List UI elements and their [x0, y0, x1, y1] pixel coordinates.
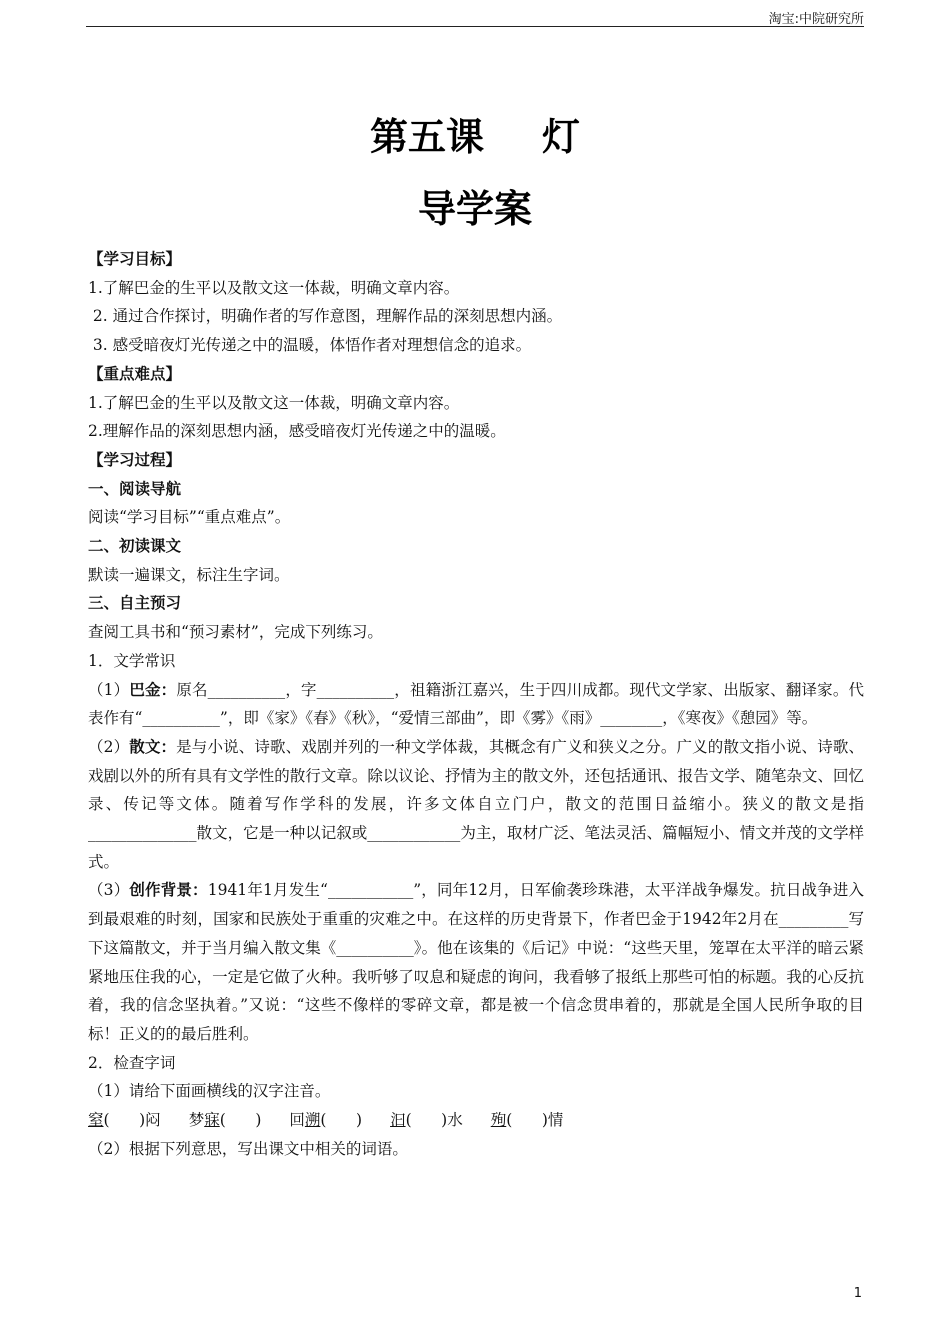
pinyin-item: 汩( )水	[390, 1111, 463, 1130]
key-point-item: 1.了解巴金的生平以及散文这一体裁，明确文章内容。	[88, 393, 460, 412]
section-3-text: 查阅工具书和“预习素材”，完成下列练习。	[88, 623, 383, 642]
paragraph-number: （2）	[88, 737, 130, 756]
lesson-title	[0, 106, 950, 161]
paragraph-prose	[88, 733, 864, 877]
goal-item: 2. 通过合作探讨，明确作者的写作意图，理解作品的深刻思想内涵。	[88, 307, 563, 326]
process-heading: 【学习过程】	[88, 450, 182, 469]
document-subtitle: 导学案	[417, 187, 532, 231]
lesson-topic: 灯	[542, 115, 581, 159]
key-point-item: 2.理解作品的深刻思想内涵，感受暗夜灯光传递之中的温暖。	[88, 422, 506, 441]
header-divider	[86, 26, 864, 27]
section-2-heading: 二、初读课文	[88, 537, 182, 556]
paragraph-number: （1）	[88, 680, 130, 699]
goals-heading: 【学习目标】	[88, 250, 182, 268]
goal-item: 3. 感受暗夜灯光传递之中的温暖，体悟作者对理想信念的追求。	[88, 336, 532, 355]
paragraph-text: 是与小说、诗歌、戏剧并列的一种文学体裁，其概念有广义和狭义之分。广义的散文指小说、诗歌、戏剧以外的所有具有文学性的散行文章。除以议论、抒情为主的散文外，还包括通讯、报告文学、随笔杂文、回忆录、传记等文体。随着写作学科的发展，许多文体自立门户，散文的范围日益缩小。狭义的散文是指______________散文，它是一种以记叙或____________为主，取材广泛、笔法灵活、篇幅短小、情文并茂的文学样式。	[88, 737, 864, 871]
paragraph-text: 1941年1月发生“___________”，同年12月，日军偷袭珍珠港，太平洋战争爆发。抗日战争进入到最艰难的时刻，国家和民族处于重重的灾难之中。在这样的历史背景下，作者巴金于1942年2月在_________写下这篇散文，并于当月编入散文集《__________》。他在该集的《后记》中说：“这些天里，笼罩在太平洋的暗云紧紧地压住我的心，一定是它做了火种。我听够了叹息和疑虑的询问，我看够了报纸上那些可怕的标题。我的心反抗着，我的信念坚执着。”又说：“这些不像样的零碎文章，都是被一个信念贯串着的，那就是全国人民所争取的目标！正义的的最后胜利。	[88, 881, 864, 1043]
header-source-label: 淘宝:中院研究所	[768, 12, 864, 27]
key-points-heading: 【重点难点】	[88, 364, 182, 383]
paragraph-number: （3）	[88, 881, 130, 900]
section-3-heading: 三、自主预习	[88, 594, 182, 613]
paragraph-label: 巴金：	[129, 680, 177, 699]
literature-heading: 1．文学常识	[88, 651, 176, 670]
page-number: 1	[853, 1286, 862, 1301]
pinyin-item: 殉( )情	[490, 1111, 564, 1130]
paragraph-label: 创作背景：	[129, 881, 208, 900]
section-1-heading: 一、阅读导航	[88, 479, 182, 498]
check-words-heading: 2．检查字词	[88, 1053, 176, 1072]
paragraph-text: 原名__________，字__________，祖籍浙江嘉兴，生于四川成都。现代文学家、出版家、翻译家。代表作有“__________”，即《家》《春》《秋》，“爱情三部曲”，即《雾》《雨》________，《寒夜》《憩园》等。	[88, 680, 864, 728]
section-1-text: 阅读“学习目标”“重点难点”。	[88, 508, 291, 527]
section-2-text: 默读一遍课文，标注生字词。	[88, 565, 290, 584]
question-1: （1）请给下面画横线的汉字注音。	[88, 1082, 331, 1101]
question-2: （2）根据下列意思，写出课文中相关的词语。	[88, 1139, 408, 1158]
paragraph-bajin	[88, 676, 864, 733]
paragraph-background	[88, 876, 864, 1048]
lesson-number: 第五课	[369, 115, 484, 159]
pinyin-item: 窒( )闷	[88, 1111, 161, 1130]
pinyin-exercise-row	[88, 1106, 864, 1135]
paragraph-label: 散文：	[129, 737, 177, 756]
pinyin-item: 梦寐( )	[188, 1111, 262, 1130]
document-body	[88, 245, 864, 1164]
goal-item: 1.了解巴金的生平以及散文这一体裁，明确文章内容。	[88, 278, 460, 297]
pinyin-item: 回溯( )	[289, 1111, 363, 1130]
